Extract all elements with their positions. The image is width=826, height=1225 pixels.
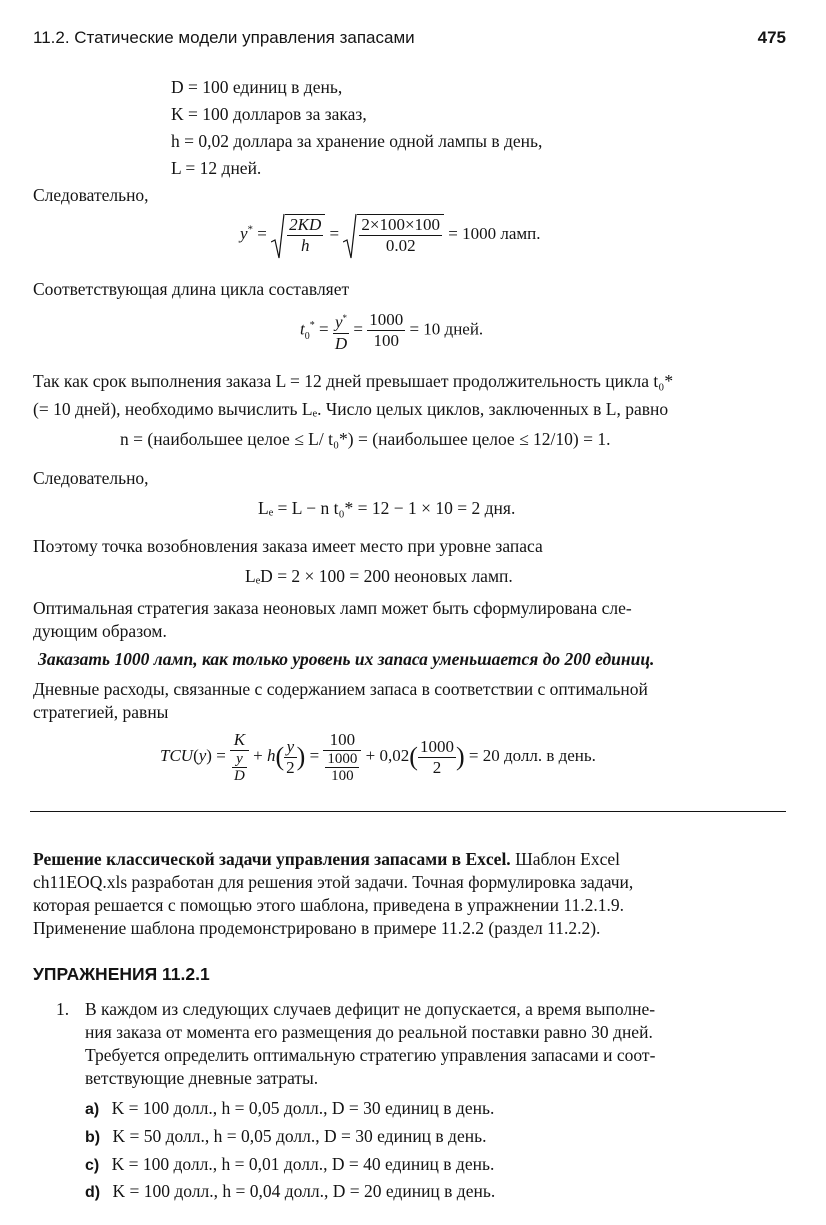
exercise-1b-label: b)	[85, 1129, 101, 1146]
exercise-1-line1: В каждом из следующих случаев дефицит не допускается, а время выполне-	[85, 999, 656, 1019]
excel-line4: Применение шаблона продемонстрировано в примере 11.2.2 (раздел 11.2.2).	[33, 918, 601, 938]
exercise-1-number: 1.	[56, 999, 70, 1019]
therefore-1: Следовательно,	[33, 185, 149, 205]
exercise-1a	[85, 1097, 494, 1121]
header-title: 11.2. Статические модели управления запасами	[33, 28, 415, 47]
excel-line2: ch11EOQ.xls разработан для решения этой задачи. Точная формулировка задачи,	[33, 872, 634, 892]
exercise-1d-text: K = 100 долл., h = 0,04 долл., D = 20 единиц в день.	[112, 1181, 496, 1201]
exercise-1d	[85, 1180, 495, 1204]
eq-n: n = (наибольшее целое ≤ L/ t₀*) = (наибольшее целое ≤ 12/10) = 1.	[120, 429, 611, 449]
param-L: L = 12 дней.	[171, 158, 262, 178]
para1-line2: (= 10 дней), необходимо вычислить Lₑ. Число целых циклов, заключенных в L, равно	[33, 399, 669, 419]
running-header	[33, 28, 786, 52]
para1-line1: Так как срок выполнения заказа L = 12 дней превышает продолжительность цикла t₀*	[33, 371, 674, 391]
param-D: D = 100 единиц в день,	[171, 77, 343, 97]
eq-tcu: TCU(y) = $\frac{K}{\frac{y}{D}}$ + h( $\frac{y}{2}$ ) = $\frac{100}{\frac{1000}{100}}$ + 0,02( $\frac{1000}{2}$ ) = 20 долл. в день.	[160, 730, 596, 784]
param-h: h = 0,02 доллара за хранение одной лампы в день,	[171, 131, 543, 151]
exercise-1d-label: d)	[85, 1184, 101, 1201]
para2: Поэтому точка возобновления заказа имеет место при уровне запаса	[33, 536, 543, 556]
excel-line1	[33, 848, 786, 870]
eq-cycle-length: $t_0^*$ = $\frac{y^*}{D}$ = $\frac{1000}{100}$ = 10 дней.	[300, 308, 483, 354]
exercises-heading: УПРАЖНЕНИЯ 11.2.1	[33, 964, 210, 984]
para4-line1: Дневные расходы, связанные с содержанием запаса в соответствии с оптимальной	[33, 679, 648, 699]
excel-line1-rest: Шаблон Excel	[515, 849, 621, 869]
eq-Le: Lₑ = L − n t₀* = 12 − 1 × 10 = 2 дня.	[258, 498, 516, 518]
exercise-1c-text: K = 100 долл., h = 0,01 долл., D = 40 единиц в день.	[111, 1154, 495, 1174]
exercise-1-line3: Требуется определить оптимальную стратегию управления запасами и соот-	[85, 1045, 656, 1065]
exercise-1a-text: K = 100 долл., h = 0,05 долл., D = 30 единиц в день.	[111, 1098, 495, 1118]
excel-line3: которая решается с помощью этого шаблона, приведена в упражнении 11.2.1.9.	[33, 895, 625, 915]
exercise-1c	[85, 1153, 494, 1177]
policy-statement: Заказать 1000 ламп, как только уровень их запаса уменьшается до 200 единиц.	[38, 649, 655, 669]
para3-line2: дующим образом.	[33, 621, 167, 641]
therefore-2: Следовательно,	[33, 468, 149, 488]
eq-t0-result: = 10 дней.	[409, 319, 484, 339]
exercise-1b-text: K = 50 долл., h = 0,05 долл., D = 30 единиц в день.	[112, 1126, 487, 1146]
param-K: K = 100 долларов за заказ,	[171, 104, 367, 124]
eq-tcu-result: = 20 долл. в день.	[468, 745, 596, 765]
exercise-1-line2: ния заказа от момента его размещения до реальной поставки равно 30 дней.	[85, 1022, 653, 1042]
para4-line2: стратегией, равны	[33, 702, 169, 722]
eq-y-result: = 1000 ламп.	[448, 223, 541, 243]
exercise-1c-label: c)	[85, 1157, 100, 1174]
cycle-intro: Соответствующая длина цикла составляет	[33, 279, 350, 299]
eq-optimal-quantity: y* = $\frac{2KD}{h}$ = $\frac{2\times 100\times 100}{0.02}$ = 1000 ламп.	[240, 214, 541, 256]
exercise-1b	[85, 1125, 486, 1149]
eq-LeD: LₑD = 2 × 100 = 200 неоновых ламп.	[245, 566, 513, 586]
exercise-1-line4: ветствующие дневные затраты.	[85, 1068, 319, 1088]
exercise-1a-label: a)	[85, 1101, 100, 1118]
excel-bold-lead: Решение классической задачи управления запасами в Excel.	[33, 849, 511, 869]
page-number: 475	[757, 28, 786, 47]
section-divider	[30, 811, 786, 812]
para3-line1: Оптимальная стратегия заказа неоновых ламп может быть сформулирована сле-	[33, 598, 632, 618]
